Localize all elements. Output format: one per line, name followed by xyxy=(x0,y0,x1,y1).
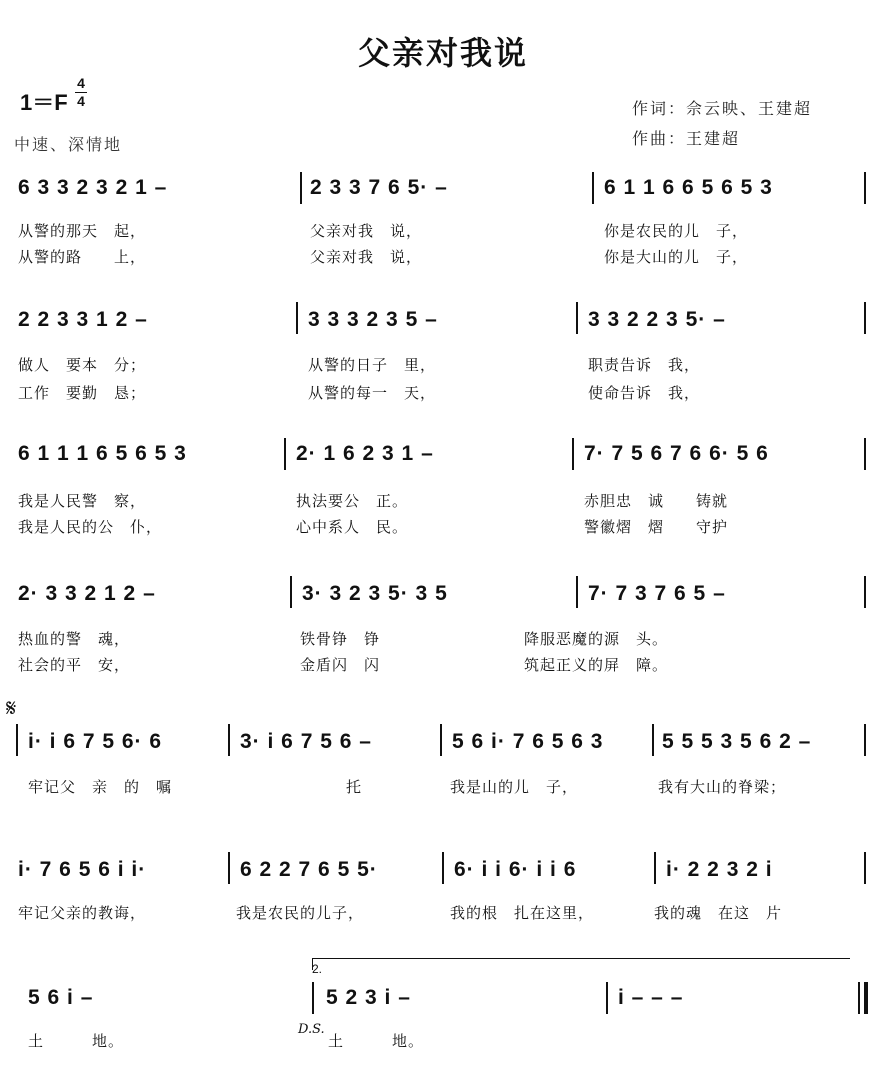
system-7-lyric-a: 土 地。 xyxy=(28,1032,125,1050)
system-6-measure-1-notes: i· 7 6 5 6 i i· xyxy=(18,858,147,881)
system-4-lyric-2b: 金盾闪 闪 xyxy=(300,656,381,674)
system-4-lyric-1c: 降服恶魔的源 头。 xyxy=(524,630,669,648)
system-3-lyric-1a: 我是人民警 察， xyxy=(18,492,147,510)
meter-bottom: 4 xyxy=(77,93,85,109)
system-2-lyric-1b: 从警的日子 里， xyxy=(308,356,437,374)
composer-credit: 作曲：王建超 xyxy=(632,129,741,148)
system-1-lyric-2c: 你是大山的儿 子， xyxy=(604,248,749,266)
system-6-lyric-c: 我的根 扎在这里， xyxy=(450,904,595,922)
system-7-measure-1-notes: 5 6 i – xyxy=(28,986,94,1009)
key-signature: 1＝F xyxy=(20,90,68,115)
system-7-measure-2-notes: 5 2 3 i – xyxy=(326,986,411,1009)
system-6-lyric-b: 我是农民的儿子， xyxy=(236,904,365,922)
system-2-measure-1-notes: 2 2 3 3 1 2 – xyxy=(18,308,148,331)
system-3-measure-1-notes: 6 1 1 1 6 5 6 5 3 xyxy=(18,442,187,465)
system-6-measure-3-notes: 6· i i 6· i i 6 xyxy=(454,858,577,881)
system-3-lyric-2c: 警徽熠 熠 守护 xyxy=(584,518,729,536)
system-2-measure-2-notes: 3 3 3 2 3 5 – xyxy=(308,308,438,331)
system-1-lyric-1b: 父亲对我 说， xyxy=(310,222,423,240)
system-7-measure-3-notes: i – – – xyxy=(618,986,684,1009)
system-4-lyric-2c: 筑起正义的屏 障。 xyxy=(524,656,669,674)
system-4-measure-3-notes: 7· 7 3 7 6 5 – xyxy=(588,582,726,605)
system-5-lyric-a: 牢记父 亲 的 嘱 xyxy=(28,778,173,796)
song-title: 父亲对我说 xyxy=(357,34,528,72)
system-6-lyric-d: 我的魂 在这 片 xyxy=(654,904,783,922)
lyricist-credit: 作词：佘云映、王建超 xyxy=(632,99,813,118)
system-4-lyric-2a: 社会的平 安， xyxy=(18,656,131,674)
system-4-measure-1-notes: 2· 3 3 2 1 2 – xyxy=(18,582,156,605)
system-6-measure-2-notes: 6 2 2 7 6 5 5· xyxy=(240,858,378,881)
meter-top: 4 xyxy=(77,75,85,91)
ds-marking: D.S. xyxy=(298,1022,325,1037)
system-5-measure-2-notes: 3· i 6 7 5 6 – xyxy=(240,730,372,753)
segno-sign: 𝄋 xyxy=(6,694,17,722)
system-1-measure-2-notes: 2 3 3 7 6 5· – xyxy=(310,176,448,199)
system-3-lyric-1c: 赤胆忠 诚 铸就 xyxy=(584,492,729,510)
system-2-lyric-1c: 职责告诉 我， xyxy=(588,356,701,374)
system-3-lyric-2a: 我是人民的公 仆， xyxy=(18,518,163,536)
system-1-lyric-2b: 父亲对我 说， xyxy=(310,248,423,266)
system-5-measure-3-notes: 5 6 i· 7 6 5 6 3 xyxy=(452,730,604,753)
system-2-lyric-1a: 做人 要本 分； xyxy=(18,356,147,374)
system-3-lyric-1b: 执法要公 正。 xyxy=(296,492,409,510)
system-1-measure-3-notes: 6 1 1 6 6 5 6 5 3 xyxy=(604,176,773,199)
volta-2-label: 2. xyxy=(312,962,323,976)
system-2-lyric-2c: 使命告诉 我， xyxy=(588,384,701,402)
system-6-lyric-a: 牢记父亲的教诲， xyxy=(18,904,147,922)
system-2-measure-3-notes: 3 3 2 2 3 5· – xyxy=(588,308,726,331)
system-3-measure-3-notes: 7· 7 5 6 7 6 6· 5 6 xyxy=(584,442,769,465)
system-4-measure-2-notes: 3· 3 2 3 5· 3 5 xyxy=(302,582,448,605)
system-1-lyric-1c: 你是农民的儿 子， xyxy=(604,222,749,240)
system-7-lyric-b: 土 地。 xyxy=(328,1032,425,1050)
system-5-lyric-c: 我是山的儿 子， xyxy=(450,778,579,796)
system-5-lyric-b: 托 xyxy=(346,778,363,796)
system-4-lyric-1a: 热血的警 魂， xyxy=(18,630,131,648)
system-2-lyric-2a: 工作 要勤 恳； xyxy=(18,384,147,402)
system-2-lyric-2b: 从警的每一 天， xyxy=(308,384,437,402)
system-3-lyric-2b: 心中系人 民。 xyxy=(296,518,409,536)
system-5-measure-1-notes: i· i 6 7 5 6· 6 xyxy=(28,730,163,753)
system-1-measure-1-notes: 6 3 3 2 3 2 1 – xyxy=(18,176,168,199)
system-3-measure-2-notes: 2· 1 6 2 3 1 – xyxy=(296,442,434,465)
time-signature xyxy=(74,76,88,109)
system-4-lyric-1b: 铁骨铮 铮 xyxy=(300,630,381,648)
system-5-measure-4-notes: 5 5 5 3 5 6 2 – xyxy=(662,730,812,753)
tempo-marking: 中速、深情地 xyxy=(14,135,123,154)
system-6-measure-4-notes: i· 2 2 3 2 i xyxy=(666,858,773,881)
system-5-lyric-d: 我有大山的脊梁； xyxy=(658,778,787,796)
system-1-lyric-2a: 从警的路 上， xyxy=(18,248,147,266)
system-1-lyric-1a: 从警的那天 起， xyxy=(18,222,147,240)
